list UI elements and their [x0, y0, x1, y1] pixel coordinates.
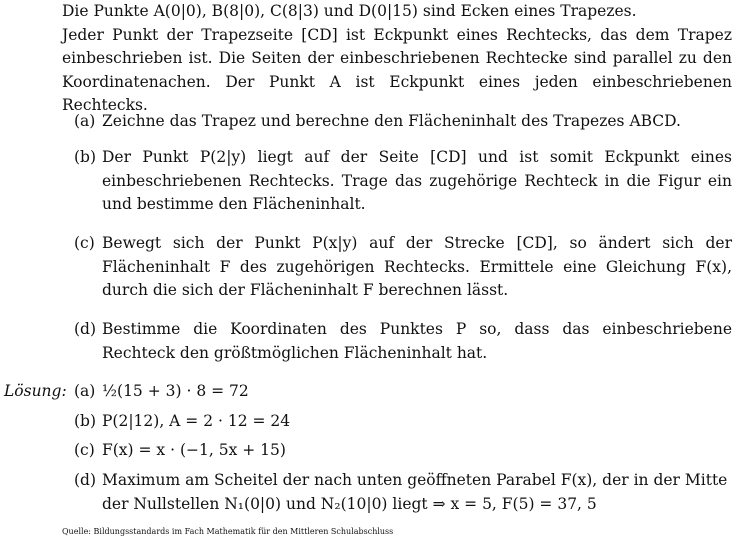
task-c — [74, 232, 732, 303]
task-d — [74, 318, 732, 365]
task-c-text: Bewegt sich der Punkt P(x|y) auf der Strecke [CD], so ändert sich der Flächeninhalt F des zugehörigen Rechtecks. Ermittele eine Gleichung F(x), durch die sich der Flächeninhalt F berechnen lässt. — [102, 234, 732, 299]
solution-d-text: Maximum am Scheitel der nach unten geöffneten Parabel F(x), der in der Mitte der Nullstellen N₁(0|0) und N₂(10|0) liegt ⇒ x = 5, F(5) = 37, 5 — [102, 471, 728, 513]
solution-d-label: (d) — [74, 471, 97, 489]
task-b — [74, 146, 732, 217]
task-c-label: (c) — [74, 234, 95, 252]
solution-b — [74, 410, 732, 434]
problem-intro — [62, 0, 732, 118]
solution-d — [74, 469, 732, 516]
task-b-text: Der Punkt P(2|y) liegt auf der Seite [CD] und ist somit Eckpunkt eines einbeschriebenen Rechtecks. Trage das zugehörige Rechteck in die Figur ein und bestimme den Flächeninhalt. — [102, 148, 732, 213]
solution-c-label: (c) — [74, 441, 95, 459]
task-d-label: (d) — [74, 320, 97, 338]
solution-c — [74, 439, 732, 463]
solution-a — [74, 380, 732, 404]
task-a-text: Zeichne das Trapez und berechne den Flächeninhalt des Trapezes ABCD. — [102, 112, 681, 130]
task-a — [74, 110, 732, 134]
task-b-label: (b) — [74, 148, 97, 166]
task-d-text: Bestimme die Koordinaten des Punktes P so, dass das einbeschriebene Rechteck den größtmöglichen Flächeninhalt hat. — [102, 320, 732, 362]
solution-a-label: (a) — [74, 382, 96, 400]
solution-c-text: F(x) = x · (−1, 5x + 15) — [102, 441, 286, 459]
solution-b-text: P(2|12), A = 2 · 12 = 24 — [102, 412, 291, 430]
intro-line-1: Die Punkte A(0|0), B(8|0), C(8|3) und D(0|15) sind Ecken eines Trapezes. — [62, 2, 637, 20]
task-a-label: (a) — [74, 112, 96, 130]
intro-line-2: Jeder Punkt der Trapezseite [CD] ist Eckpunkt eines Rechtecks, das dem Trapez einbeschrieben ist. Die Seiten der einbeschriebenen Rechtecke sind parallel zu den Koordinatenachen. Der Punkt A ist Eckpunkt eines jeden einbeschriebenen Rechtecks. — [62, 25, 732, 114]
solution-b-label: (b) — [74, 412, 97, 430]
source-note: Quelle: Bildungsstandards im Fach Mathematik für den Mittleren Schulabschluss — [62, 527, 394, 536]
solution-a-text: ½(15 + 3) · 8 = 72 — [102, 382, 249, 400]
solution-label: Lösung: — [4, 382, 67, 400]
